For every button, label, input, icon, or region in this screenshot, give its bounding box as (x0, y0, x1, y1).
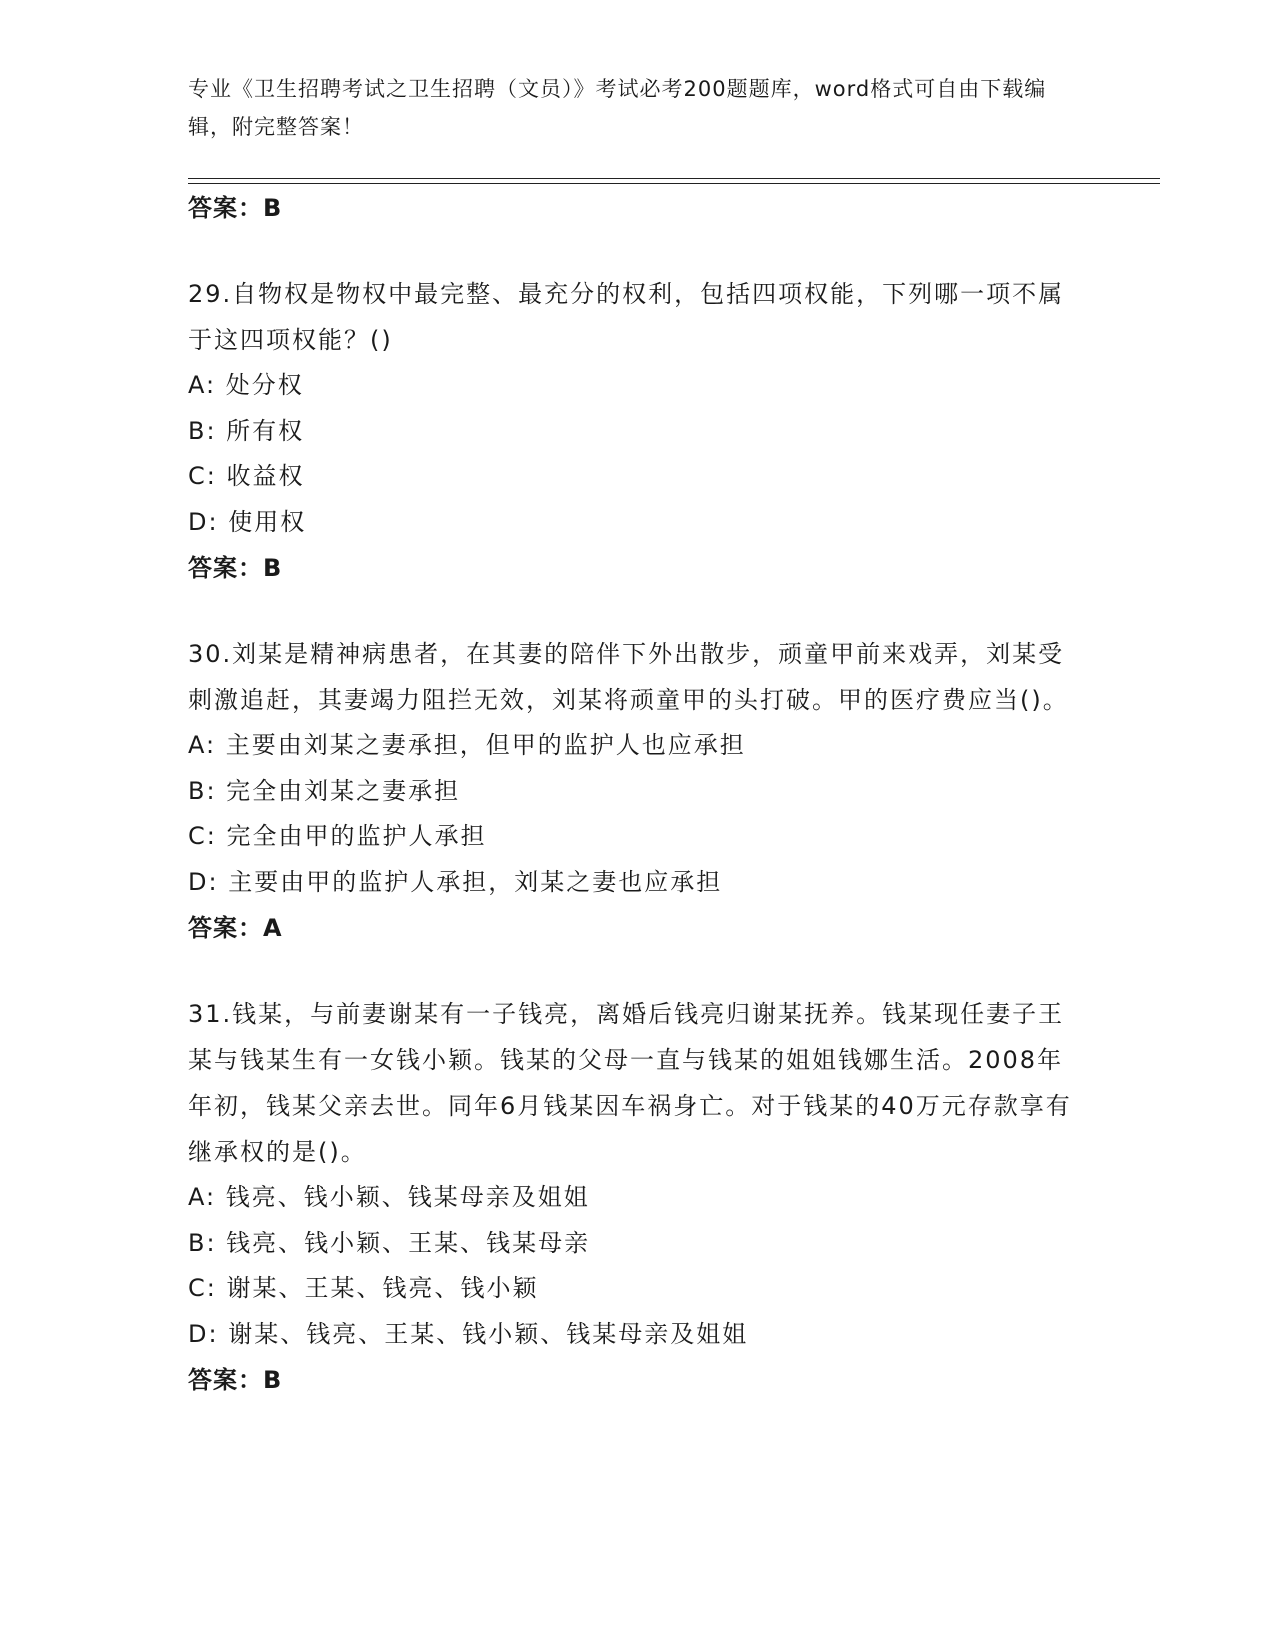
option-b: B: 钱亮、钱小颖、王某、钱某母亲 (188, 1228, 591, 1257)
question-stem: 29.自物权是物权中最完整、最充分的权利，包括四项权能，下列哪一项不属于这四项权能？() (188, 280, 1065, 354)
option-c: C: 谢某、王某、钱亮、钱小颖 (188, 1274, 539, 1302)
question-item (188, 631, 1088, 951)
option-a: A: 主要由刘某之妻承担，但甲的监护人也应承担 (188, 731, 746, 759)
option-d: D: 主要由甲的监护人承担，刘某之妻也应承担 (188, 867, 723, 896)
option-d: D: 使用权 (188, 507, 307, 536)
question-list (188, 185, 1088, 1403)
option-c: C: 收益权 (188, 462, 305, 490)
option-a: A: 钱亮、钱小颖、钱某母亲及姐姐 (188, 1183, 590, 1211)
option-d: D: 谢某、钱亮、王某、钱小颖、钱某母亲及姐姐 (188, 1319, 749, 1348)
question-item (188, 991, 1088, 1403)
question-stem: 31.钱某，与前妻谢某有一子钱亮，离婚后钱亮归谢某抚养。钱某现任妻子王某与钱某生有一女钱小颖。钱某的父母一直与钱某的姐姐钱娜生活。2008年年初，钱某父亲去世。同年6月钱某因车祸身亡。对于钱某的40万元存款享有继承权的是()。 (188, 1000, 1072, 1166)
answer-line: 答案：A (188, 914, 283, 942)
header-divider (188, 178, 1160, 184)
page-header: 专业《卫生招聘考试之卫生招聘（文员）》考试必考200题题库，word格式可自由下载编辑，附完整答案！ (188, 77, 1047, 139)
option-a: A: 处分权 (188, 371, 304, 399)
option-b: B: 所有权 (188, 416, 305, 445)
option-b: B: 完全由刘某之妻承担 (188, 776, 461, 805)
question-item (188, 271, 1088, 591)
answer-line: 答案：B (188, 194, 283, 222)
answer-line: 答案：B (188, 1366, 283, 1394)
answer-line: 答案：B (188, 554, 283, 582)
option-c: C: 完全由甲的监护人承担 (188, 822, 487, 850)
question-stem: 30.刘某是精神病患者，在其妻的陪伴下外出散步，顽童甲前来戏弄，刘某受刺激追赶，其妻竭力阻拦无效，刘某将顽童甲的头打破。甲的医疗费应当()。 (188, 640, 1069, 714)
